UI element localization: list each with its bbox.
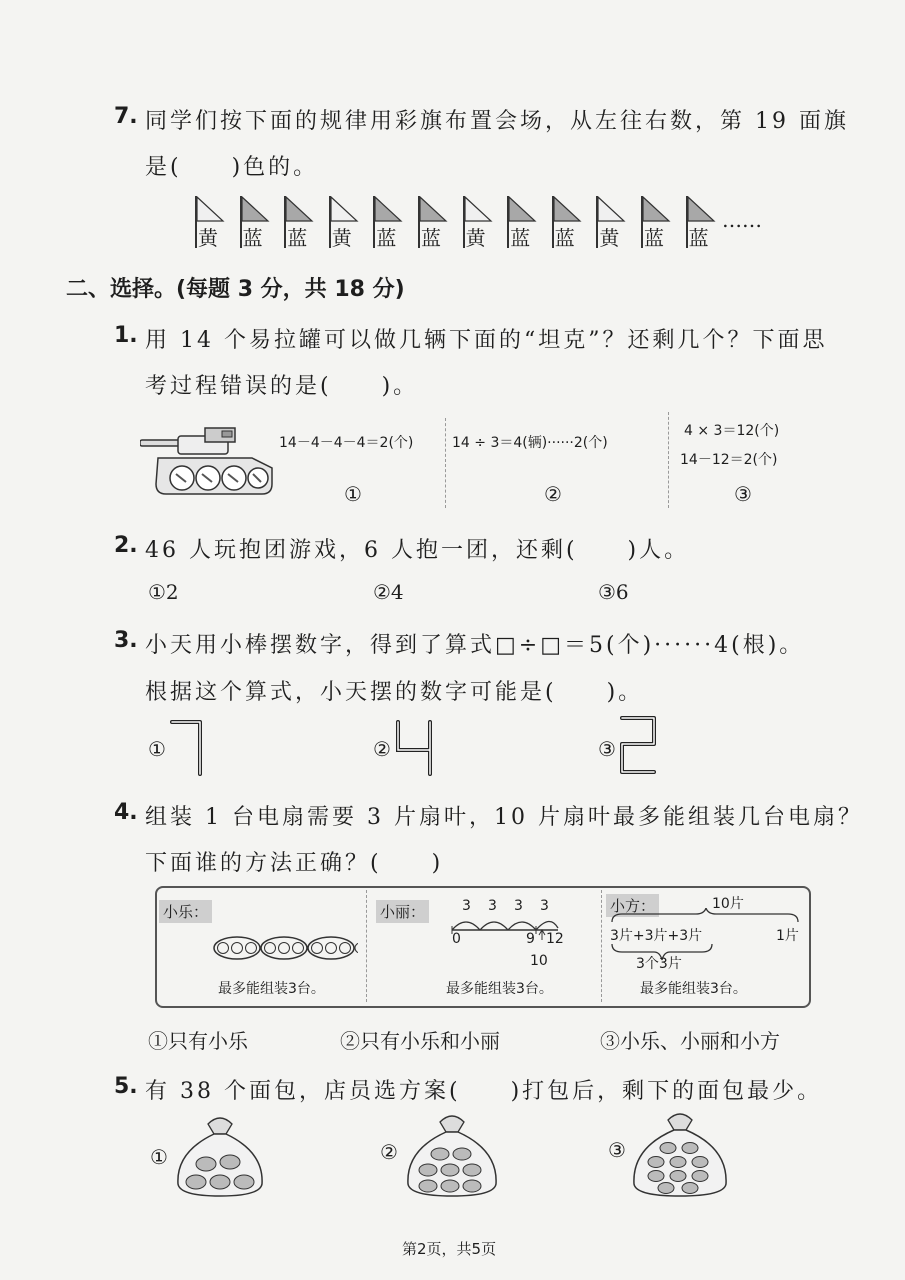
flag-pennant [465, 196, 493, 222]
flag-pennant [643, 196, 671, 222]
question-1-number: 1. [114, 323, 138, 348]
option-mark-2: ② [544, 482, 562, 506]
question-7-text-line2: 是( )色的。 [145, 155, 319, 180]
number-line-twelve: 12 [546, 931, 564, 947]
flag [373, 196, 405, 248]
question-1-text-line2: 考过程错误的是( )。 [145, 374, 419, 399]
flag-pennant [554, 196, 582, 222]
method-3-name: 小方： [606, 894, 659, 917]
option-1: ①只有小乐 [148, 1029, 248, 1053]
question-2-number: 2. [114, 533, 138, 558]
question-4-text-line1: 组装 1 台电扇需要 3 片扇叶，10 片扇叶最多能组装几台电扇？ [145, 805, 863, 830]
question-3-text-line2: 根据这个算式，小天摆的数字可能是( )。 [145, 680, 644, 705]
grouping-ovals [212, 934, 358, 962]
question-7-number: 7. [114, 104, 138, 129]
number-line-zero: 0 [452, 931, 461, 947]
option-mark-3: ③ [598, 737, 616, 761]
method-2-name: 小丽： [376, 900, 429, 923]
method-3-result: 最多能组装3台。 [640, 981, 747, 997]
flag-color-label: 蓝 [287, 226, 308, 250]
flag-color-label: 蓝 [510, 226, 531, 250]
question-3-text-line1: 小天用小棒摆数字，得到了算式□÷□＝5(个)······4(根)。 [145, 633, 805, 658]
question-7-text-line1: 同学们按下面的规律用彩旗布置会场，从左往右数，第 19 面旗 [145, 109, 849, 134]
flag-pennant [509, 196, 537, 222]
flag [552, 196, 584, 248]
number-line-step: 3 [488, 898, 497, 914]
flag [686, 196, 718, 248]
option-mark-3: ③ [734, 482, 752, 506]
flag-color-label: 蓝 [242, 226, 263, 250]
flag-pennant [375, 196, 403, 222]
flag [463, 196, 495, 248]
option-mark-2: ② [380, 1140, 398, 1164]
flag [284, 196, 316, 248]
matchstick-digit-2 [618, 714, 662, 778]
flag-pennant [331, 196, 359, 222]
flag-pennant [688, 196, 716, 222]
calc-3a: 4 × 3＝12(个) [684, 423, 780, 439]
flag-color-label: 蓝 [376, 226, 397, 250]
flag-color-label: 黄 [465, 226, 486, 250]
flag [641, 196, 673, 248]
number-line-step: 3 [462, 898, 471, 914]
question-4-text-line2: 下面谁的方法正确？( ) [145, 851, 444, 876]
option-mark-1: ① [148, 737, 166, 761]
option-3: ③6 [598, 580, 629, 604]
flag-color-label: 蓝 [644, 226, 664, 250]
divider [601, 890, 602, 1002]
method-1-result: 最多能组装3台。 [218, 981, 325, 997]
calc-3b: 14－12＝2(个) [680, 452, 778, 468]
flag [596, 196, 628, 248]
divider [668, 412, 669, 508]
flag-row [195, 196, 795, 256]
option-mark-2: ② [373, 737, 391, 761]
option-mark-3: ③ [608, 1138, 626, 1162]
flag-pennant [598, 196, 626, 222]
flag-color-label: 黄 [198, 226, 218, 250]
calc-2: 14 ÷ 3＝4(辆)······2(个) [452, 435, 608, 451]
option-2: ②4 [373, 580, 404, 604]
flag [240, 196, 272, 248]
calc-1: 14－4－4－4＝2(个) [279, 435, 414, 451]
rest-label: 1片 [776, 928, 799, 944]
flag-pennant [420, 196, 448, 222]
total-label: 10片 [712, 896, 744, 912]
flag-color-label: 蓝 [554, 226, 575, 250]
flag [329, 196, 361, 248]
method-1-name: 小乐： [159, 900, 212, 923]
question-2-text: 46 人玩抱团游戏，6 人抱一团，还剩( )人。 [145, 538, 690, 563]
option-mark-1: ① [150, 1145, 168, 1169]
question-5-number: 5. [114, 1074, 138, 1099]
flag-pennant [242, 196, 270, 222]
bread-bag-icon [628, 1108, 732, 1200]
flag-color-label: 蓝 [421, 226, 441, 250]
bread-bag-icon [402, 1110, 502, 1200]
matchstick-digit-7 [168, 718, 208, 778]
flag [195, 196, 227, 248]
question-4-number: 4. [114, 800, 138, 825]
flag-ellipsis: …… [722, 208, 762, 232]
question-3-number: 3. [114, 628, 138, 653]
flag [418, 196, 450, 248]
question-1-text-line1: 用 14 个易拉罐可以做几辆下面的“坦克”？还剩几个？下面思 [145, 328, 828, 353]
flag-pennant [286, 196, 314, 222]
number-line-ten: 10 [530, 953, 548, 969]
number-line-nine: 9 [526, 931, 535, 947]
flag [507, 196, 539, 248]
divider [366, 890, 367, 1002]
section-title: 二、选择。(每题 3 分，共 18 分) [66, 277, 405, 302]
flag-color-label: 黄 [599, 226, 620, 250]
method-2-result: 最多能组装3台。 [446, 981, 553, 997]
flag-pennant [197, 196, 225, 222]
bread-bag-icon [172, 1112, 268, 1198]
number-line-step: 3 [540, 898, 549, 914]
option-mark-1: ① [344, 482, 362, 506]
divider [445, 418, 446, 508]
option-1: ①2 [148, 580, 179, 604]
matchstick-digit-4 [392, 718, 438, 778]
flag-color-label: 黄 [331, 226, 352, 250]
sum-label: 3片+3片+3片 [610, 928, 703, 944]
count-label: 3个3片 [636, 956, 682, 972]
flag-color-label: 蓝 [688, 226, 709, 250]
option-3: ③小乐、小丽和小方 [600, 1029, 780, 1053]
tank-illustration [140, 418, 275, 500]
number-line-step: 3 [514, 898, 523, 914]
option-2: ②只有小乐和小丽 [340, 1029, 500, 1053]
page-number: 第2页，共5页 [402, 1240, 497, 1258]
question-5-text: 有 38 个面包，店员选方案( )打包后，剩下的面包最少。 [145, 1079, 823, 1104]
